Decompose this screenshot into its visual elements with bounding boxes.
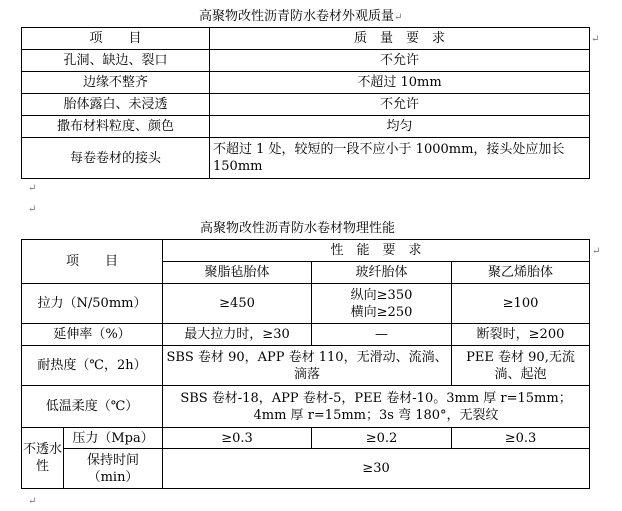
table-row — [22, 428, 590, 449]
paragraph-mark-icon: ↵ — [28, 496, 37, 507]
table-row — [22, 94, 590, 116]
row-cold-label: 低温柔度（℃） — [22, 386, 163, 428]
row-hold-time-label: 保持时间（min） — [64, 449, 163, 489]
header-item: 项 目 — [22, 240, 163, 284]
row-tensile-label: 拉力（N/50mm） — [22, 284, 163, 324]
tensile-longitudinal: 纵向≥350 — [350, 287, 413, 303]
paragraph-mark-icon: ↵ — [28, 204, 37, 215]
row-hold-time-value: ≥30 — [163, 449, 590, 489]
table1-title — [199, 9, 402, 24]
row-item: 撒布材料粒度、颜色 — [22, 116, 210, 138]
table1-title-text: 高聚物改性沥青防水卷材外观质量 — [199, 9, 395, 24]
row-heat-sbs-app: SBS 卷材 90，APP 卷材 110，无滑动、流淌、滴落 — [163, 346, 452, 386]
table2-title — [200, 221, 395, 236]
table-header-row — [22, 240, 590, 262]
paragraph-mark-icon: ↵ — [394, 12, 403, 23]
header-glass-fiber: 玻纤胎体 — [312, 262, 452, 284]
row-requirement: 不允许 — [210, 50, 590, 72]
header-item: 项 目 — [22, 28, 210, 50]
row-elongation-glass-fiber: — — [312, 324, 452, 346]
tensile-transverse: 横向≥250 — [350, 304, 413, 320]
table-row — [22, 449, 590, 489]
table-row — [22, 346, 590, 386]
paragraph-mark-icon: ↵ — [28, 183, 37, 194]
row-heat-label: 耐热度（℃，2h） — [22, 346, 163, 386]
header-polyethylene: 聚乙烯胎体 — [452, 262, 590, 284]
row-tensile-polyethylene: ≥100 — [452, 284, 590, 324]
table-row — [22, 284, 590, 324]
table-row — [22, 50, 590, 72]
row-heat-pee: PEE 卷材 90,无流淌、起泡 — [452, 346, 590, 386]
appearance-quality-table — [21, 27, 590, 179]
row-pressure-polyethylene: ≥0.3 — [452, 428, 590, 449]
table-row — [22, 116, 590, 138]
table2-title-text: 高聚物改性沥青防水卷材物理性能 — [200, 221, 396, 236]
row-elongation-polyethylene: 断裂时，≥200 — [452, 324, 590, 346]
row-requirement: 不超过 1 处，较短的一段不应小于 1000mm，接头处应加长 150mm — [210, 138, 590, 179]
row-requirement: 不超过 10mm — [210, 72, 590, 94]
row-elongation-polyester: 最大拉力时，≥30 — [163, 324, 312, 346]
physical-properties-table — [21, 239, 590, 489]
row-item: 边缘不整齐 — [22, 72, 210, 94]
row-tensile-polyester: ≥450 — [163, 284, 312, 324]
table-row — [22, 72, 590, 94]
row-item: 孔洞、缺边、裂口 — [22, 50, 210, 72]
table-row — [22, 138, 590, 179]
row-item: 每卷卷材的接头 — [22, 138, 210, 179]
row-requirement: 不允许 — [210, 94, 590, 116]
table-row — [22, 324, 590, 346]
row-pressure-glass-fiber: ≥0.2 — [312, 428, 452, 449]
table-row — [22, 386, 590, 428]
paragraph-mark-icon: ↵ — [591, 34, 600, 45]
row-tensile-glass-fiber — [312, 284, 452, 324]
header-polyester: 聚脂毡胎体 — [163, 262, 312, 284]
row-requirement: 均匀 — [210, 116, 590, 138]
row-item: 胎体露白、未浸透 — [22, 94, 210, 116]
header-performance: 性 能 要 求 — [163, 240, 590, 262]
row-elongation-label: 延伸率（%） — [22, 324, 163, 346]
row-water-label: 不透水性 — [22, 428, 64, 489]
row-cold-value: SBS 卷材-18，APP 卷材-5，PEE 卷材-10。3mm 厚 r=15mm；4mm 厚 r=15mm；3s 弯 180°，无裂纹 — [163, 386, 590, 428]
table-header-row — [22, 28, 590, 50]
row-pressure-polyester: ≥0.3 — [163, 428, 312, 449]
row-pressure-label: 压力（Mpa） — [64, 428, 163, 449]
header-requirement: 质 量 要 求 — [210, 28, 590, 50]
paragraph-mark-icon: ↵ — [592, 246, 601, 257]
